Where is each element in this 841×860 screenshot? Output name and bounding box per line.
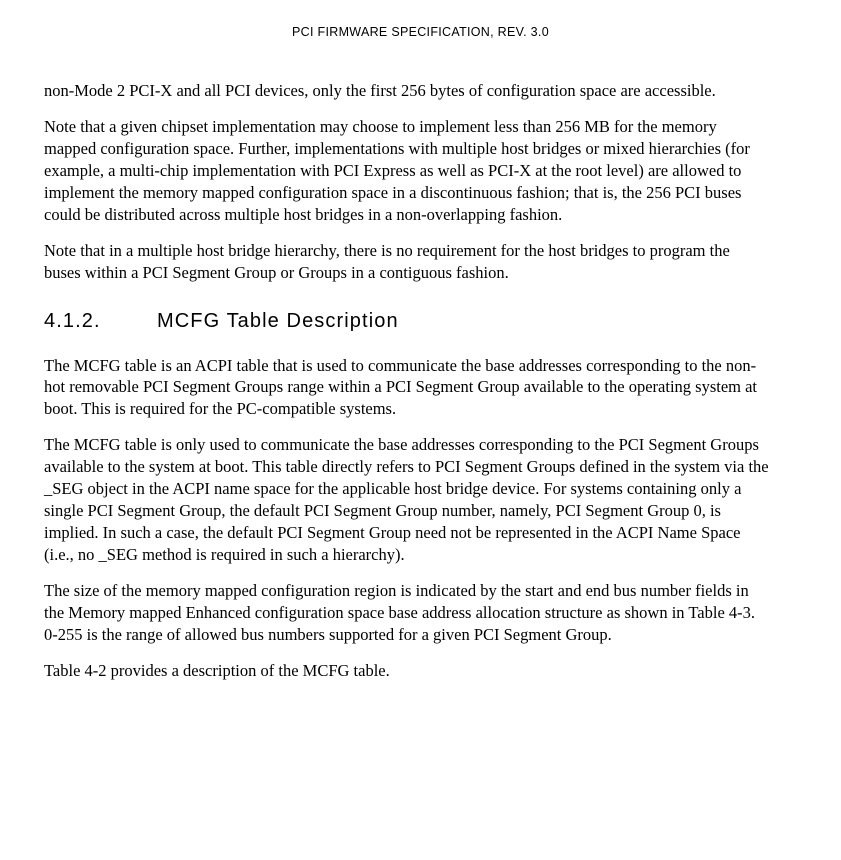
paragraph: Note that a given chipset implementation may choose to implement less than 256 MB for the memory mapped configuration space. Further, implementations with multiple host bridges or mixed hierarchies (for example, a multi-chip implementation with PCI Express as well as PCI-X at the root level) are allowed to implement the memory mapped configuration space in a discontinuous fashion; that is, the 256 PCI buses could be distributed across multiple host bridges in a non-overlapping fashion. [44,116,750,224]
paragraph: The size of the memory mapped configuration region is indicated by the start and end bus number fields in the Memory mapped Enhanced configuration space base address allocation structure as shown in Table 4-3. 0-255 is the range of allowed bus numbers supported for a given PCI Segment Group. [44,580,756,644]
section-number: 4.1.2. [44,309,101,332]
running-header: PCI FIRMWARE SPECIFICATION, REV. 3.0 [292,25,549,39]
section-heading [44,310,770,333]
paragraph: non-Mode 2 PCI-X and all PCI devices, only the first 256 bytes of configuration space are accessible. [44,81,716,100]
paragraph: The MCFG table is only used to communicate the base addresses corresponding to the PCI Segment Groups available to the system at boot. This table directly refers to PCI Segment Groups defined in the system via the _SEG object in the ACPI name space for the applicable host bridge device. For systems containing only a single PCI Segment Group, the default PCI Segment Group number, namely, PCI Segment Group 0, is implied. In such a case, the default PCI Segment Group need not be represented in the ACPI Name Space (i.e., no _SEG method is required in such a hierarchy). [44,435,769,564]
paragraph: The MCFG table is an ACPI table that is used to communicate the base addresses corresponding to the non-hot removable PCI Segment Groups range within a PCI Segment Group available to the operating system at boot. This is required for the PC-compatible systems. [44,355,758,419]
section-title: MCFG Table Description [157,309,399,332]
paragraph: Note that in a multiple host bridge hierarchy, there is no requirement for the host bridges to program the buses within a PCI Segment Group or Groups in a contiguous fashion. [44,240,730,282]
paragraph: Table 4-2 provides a description of the MCFG table. [44,660,390,680]
page-body [44,80,770,696]
